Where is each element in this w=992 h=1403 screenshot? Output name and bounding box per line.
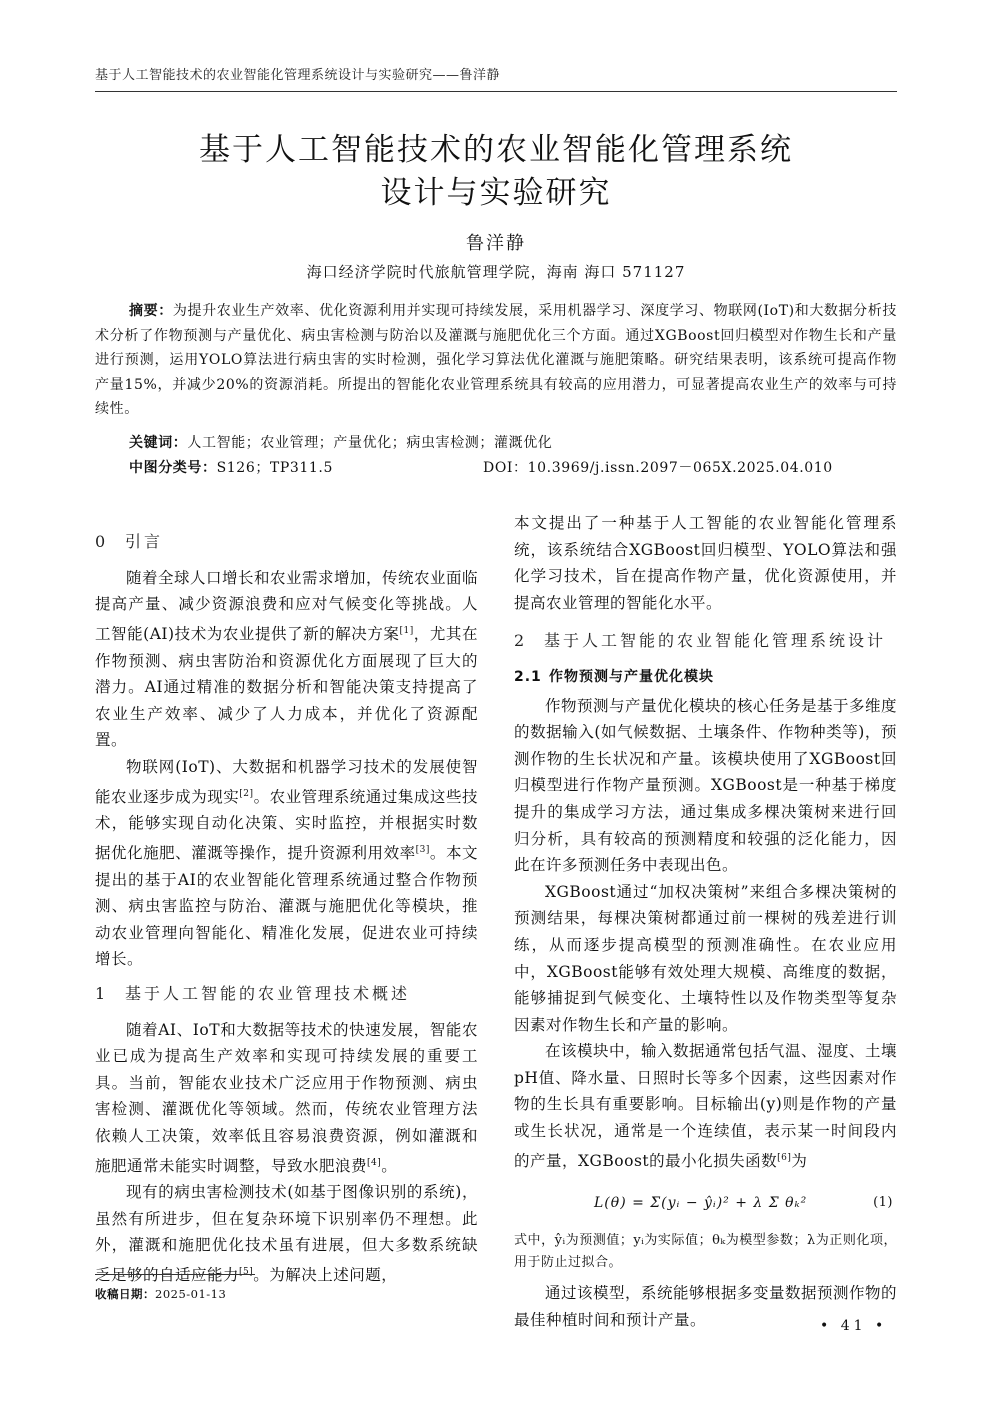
subsection-heading-2-1 <box>514 664 897 691</box>
doi: DOI：10.3969/j.issn.2097－065X.2025.04.010 <box>483 460 833 476</box>
footnote <box>95 1286 226 1302</box>
running-header: 基于人工智能技术的农业智能化管理系统设计与实验研究——鲁洋静 <box>95 68 501 83</box>
keywords-text: 人工智能；农业管理；产量优化；病虫害检测；灌溉优化 <box>187 435 553 451</box>
paragraph-text: 。农业管理系统通过集成这些技术，能够实现自动化决策、实时监控，并根据实时数据优化施肥、灌溉等操作，提升资源利用效率 <box>95 787 478 862</box>
paragraph-text: 随着AI、IoT和大数据等技术的快速发展，智能农业已成为提高生产效率和实现可持续发展的重要工具。当前，智能农业技术广泛应用于作物预测、病虫害检测、灌溉优化等领域。然而，传统农业管理方法依赖人工决策，效率低且容易浪费资源，例如灌溉和施肥通常未能实时调整，导致水肥浪费 <box>95 1020 478 1175</box>
citation: [4] <box>367 1157 382 1168</box>
classification-text: S126；TP311.5 <box>216 460 333 476</box>
paragraph <box>514 1038 897 1174</box>
classification-label: 中图分类号： <box>129 460 217 476</box>
equation-body: L(θ) = Σ(yᵢ − ŷᵢ)² + λ Σ θₖ² <box>594 1195 808 1212</box>
paragraph-text: 。 <box>381 1156 398 1175</box>
paragraph-text: 在该模块中，输入数据通常包括气温、湿度、土壤pH值、降水量、日照时长等多个因素，这些因素对作物的生长具有重要影响。目标输出(y)则是作物的产量或生长状况，通常是一个连续值，表示某一时间段内的产量，XGBoost的最小化损失函数 <box>514 1042 898 1170</box>
paragraph-text: 。本文提出的基于AI的农业智能化管理系统通过整合作物预测、病虫害监控与防治、灌溉与施肥优化等模块，推动农业管理向智能化、精准化发展，促进农业可持续增长。 <box>95 844 478 969</box>
header-rule <box>95 91 897 92</box>
paragraph: 通过该模型，系统能够根据多变量数据预测作物的最佳种植时间和预计产量。 <box>514 1284 898 1329</box>
section-number: 1 <box>95 983 106 1003</box>
footnote-label: 收稿日期： <box>95 1287 155 1301</box>
equation-legend: 式中，ŷᵢ为预测值；yᵢ为实际值；θₖ为模型参数；λ为正则化项，用于防止过拟合。 <box>514 1233 897 1271</box>
paragraph-text: ，尤其在作物预测、病虫害防治和资源优化方面展现了巨大的潜力。AI通过精准的数据分析和智能决策支持提高了农业生产效率、减少了人力成本，并优化了资源配置。 <box>95 624 478 750</box>
paragraph <box>95 565 478 754</box>
section-number: 0 <box>95 532 106 551</box>
abstract-text: 为提升农业生产效率、优化资源利用并实现可持续发展，采用机器学习、深度学习、物联网(IoT)和大数据分析技术分析了作物预测与产量优化、病虫害检测与防治以及灌溉与施肥优化三个方面。通过XGBoost回归模型对作物生长和产量进行预测，运用YOLO算法进行病虫害的实时检测，强化学习算法优化灌溉与施肥策略。研究结果表明，该系统可提高作物产量15%，并减少20%的资源消耗。所提出的智能化农业管理系统具有较高的应用潜力，可显著提高农业生产的效率与可持续性。 <box>95 303 897 417</box>
citation: [5] <box>239 1267 254 1278</box>
section-heading-2 <box>514 628 897 655</box>
section-heading-1 <box>95 981 478 1008</box>
paragraph-text: 为 <box>791 1151 808 1170</box>
footnote-rule <box>95 1274 255 1275</box>
page-number: • 41 • <box>820 1318 888 1334</box>
abstract <box>95 299 897 422</box>
keywords-label: 关键词： <box>129 435 188 451</box>
section-heading-0 <box>95 529 478 556</box>
paragraph-text: 物联网(IoT)、大数据和机器学习技术的发展使智能农业逐步成为现实 <box>95 757 478 806</box>
section-title: 基于人工智能的农业管理技术概述 <box>125 983 411 1003</box>
paragraph <box>95 1179 478 1289</box>
subsection-number: 2.1 <box>514 668 542 685</box>
affiliation: 海口经济学院时代旅航管理学院，海南 海口 571127 <box>306 263 686 281</box>
paragraph-text: 。为解决上述问题， <box>253 1266 398 1285</box>
footnote-text: 2025-01-13 <box>155 1287 227 1301</box>
citation: [1] <box>399 625 414 636</box>
paragraph <box>95 1017 478 1180</box>
equation <box>514 1180 897 1226</box>
section-title: 基于人工智能的农业智能化管理系统设计 <box>544 631 887 651</box>
paper-title-line-2: 设计与实验研究 <box>380 175 612 211</box>
paragraph: 作物预测与产量优化模块的核心任务是基于多维度的数据输入(如气候数据、土壤条件、作物种类等)，预测作物的生长状况和产量。该模块使用了XGBoost回归模型进行作物产量预测。XGBoost是一种基于梯度提升的集成学习方法，通过集成多棵决策树来进行回归分析，具有较高的预测精度和较强的泛化能力，因此在许多预测任务中表现出色。 <box>514 696 898 875</box>
abstract-label: 摘要： <box>129 303 173 319</box>
section-title: 引言 <box>125 532 164 551</box>
keywords <box>129 432 899 452</box>
citation: [3] <box>415 844 430 855</box>
paragraph-text: 随着全球人口增长和农业需求增加，传统农业面临提高产量、减少资源浪费和应对气候变化等挑战。人工智能(AI)技术为农业提供了新的解决方案 <box>95 568 479 643</box>
paragraph: XGBoost通过“加权决策树”来组合多棵决策树的预测结果，每棵决策树都通过前一棵树的残差进行训练，从而逐步提高模型的预测准确性。在农业应用中，XGBoost能够有效处理大规模、高维度的数据，能够捕捉到气候变化、土壤特性以及作物类型等复杂因素对作物生长和产量的影响。 <box>514 882 897 1034</box>
paper-title-line-1: 基于人工智能技术的农业智能化管理系统 <box>199 132 793 168</box>
paragraph-text: 现有的病虫害检测技术(如基于图像识别的系统)，虽然有所进步，但在复杂环境下识别率仍不理想。此外，灌溉和施肥优化技术虽有进展，但大多数系统缺乏足够的自适应能力 <box>95 1183 478 1285</box>
subsection-title: 作物预测与产量优化模块 <box>549 668 714 685</box>
equation-number: (1) <box>873 1195 893 1211</box>
citation: [2] <box>239 788 254 799</box>
right-column <box>514 510 897 1334</box>
section-number: 2 <box>514 631 525 651</box>
left-column <box>95 521 478 1289</box>
paragraph: 本文提出了一种基于人工智能的农业智能化管理系统，该系统结合XGBoost回归模型、YOLO算法和强化学习技术，旨在提高作物产量，优化资源使用，并提高农业管理的智能化水平。 <box>514 514 897 612</box>
author-name: 鲁洋静 <box>466 233 526 254</box>
paragraph <box>95 754 478 973</box>
citation: [6] <box>777 1152 792 1163</box>
